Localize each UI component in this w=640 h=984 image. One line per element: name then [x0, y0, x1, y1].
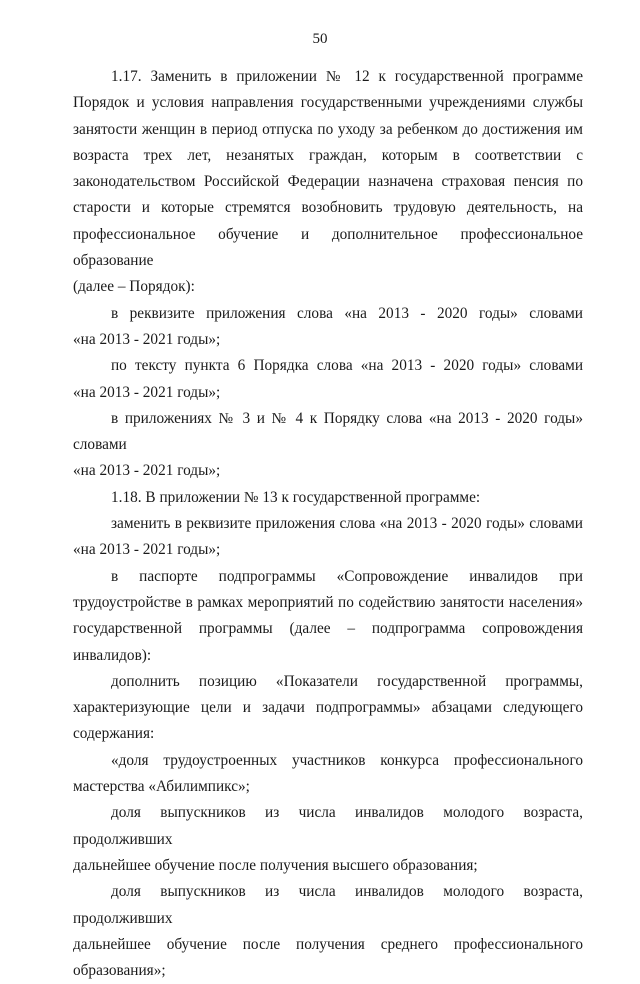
paragraph-line: «на 2013 - 2021 годы»;	[73, 330, 221, 348]
paragraph-line: дополнить позицию «Показатели государственной программы,	[111, 672, 583, 690]
paragraph-line: в приложениях № 3 и № 4 к Порядку слова «на 2013 - 2020 годы» словами	[73, 409, 583, 454]
paragraph	[73, 64, 583, 301]
paragraph	[73, 879, 583, 984]
paragraph	[73, 669, 583, 748]
paragraph-line: в реквизите приложения слова «на 2013 - 2020 годы» словами	[111, 304, 583, 322]
paragraph-line: «на 2013 - 2021 годы»;	[73, 462, 221, 480]
paragraph-line: характеризующие цели и задачи подпрограммы» абзацами следующего	[73, 699, 583, 717]
paragraph-line: образования»;	[73, 962, 166, 980]
paragraph-line: мастерства «Абилимпикс»;	[73, 778, 250, 796]
paragraph-line: содержания:	[73, 725, 155, 743]
paragraph	[73, 406, 583, 485]
paragraph-line: трудоустройстве в рамках мероприятий по содействию занятости населения»	[73, 593, 583, 611]
paragraph-line: Порядок и условия направления государственными учреждениями службы	[73, 94, 583, 112]
paragraph	[73, 748, 583, 801]
paragraph-line: 1.17. Заменить в приложении № 12 к государственной программе	[111, 68, 583, 85]
paragraph-line: по тексту пункта 6 Порядка слова «на 2013 - 2020 годы» словами	[111, 357, 583, 375]
paragraph-line: законодательством Российской Федерации назначена страховая пенсия по	[73, 173, 583, 191]
paragraph	[73, 511, 583, 564]
paragraph-line: «доля трудоустроенных участников конкурса профессионального	[111, 751, 583, 769]
paragraph	[73, 800, 583, 879]
page-number: 50	[312, 31, 328, 47]
paragraph	[73, 301, 583, 354]
paragraph-line: занятости женщин в период отпуска по уходу за ребенком до достижения им	[73, 120, 583, 138]
paragraph-line: заменить в реквизите приложения слова «на 2013 - 2020 годы» словами	[111, 515, 583, 533]
paragraph-line: профессиональное обучение и дополнительное профессиональное образование	[73, 225, 583, 270]
paragraph	[73, 485, 583, 511]
paragraph-line: государственной программы (далее – подпрограмма сопровождения инвалидов):	[73, 620, 583, 664]
paragraph-line: дальнейшее обучение после получения высшего образования;	[73, 856, 478, 874]
paragraph-line: старости и которые стремятся возобновить трудовую деятельность, на	[73, 199, 583, 217]
paragraph-line: «на 2013 - 2021 годы»;	[73, 383, 221, 401]
paragraph-line: доля выпускников из числа инвалидов молодого возраста, продолживших	[73, 883, 583, 927]
document-body	[73, 64, 583, 984]
paragraph	[73, 353, 583, 406]
paragraph-line: (далее – Порядок):	[73, 278, 195, 296]
paragraph-line: «на 2013 - 2021 годы»;	[73, 541, 221, 559]
paragraph-line: возраста трех лет, незанятых граждан, которым в соответствии с	[73, 146, 583, 164]
paragraph-line: дальнейшее обучение после получения среднего профессионального	[73, 935, 583, 953]
paragraph-line: в паспорте подпрограммы «Сопровождение инвалидов при	[111, 567, 583, 585]
paragraph-line: доля выпускников из числа инвалидов молодого возраста, продолживших	[73, 804, 583, 848]
paragraph-line: 1.18. В приложении № 13 к государственной программе:	[111, 488, 481, 506]
paragraph	[73, 564, 583, 669]
